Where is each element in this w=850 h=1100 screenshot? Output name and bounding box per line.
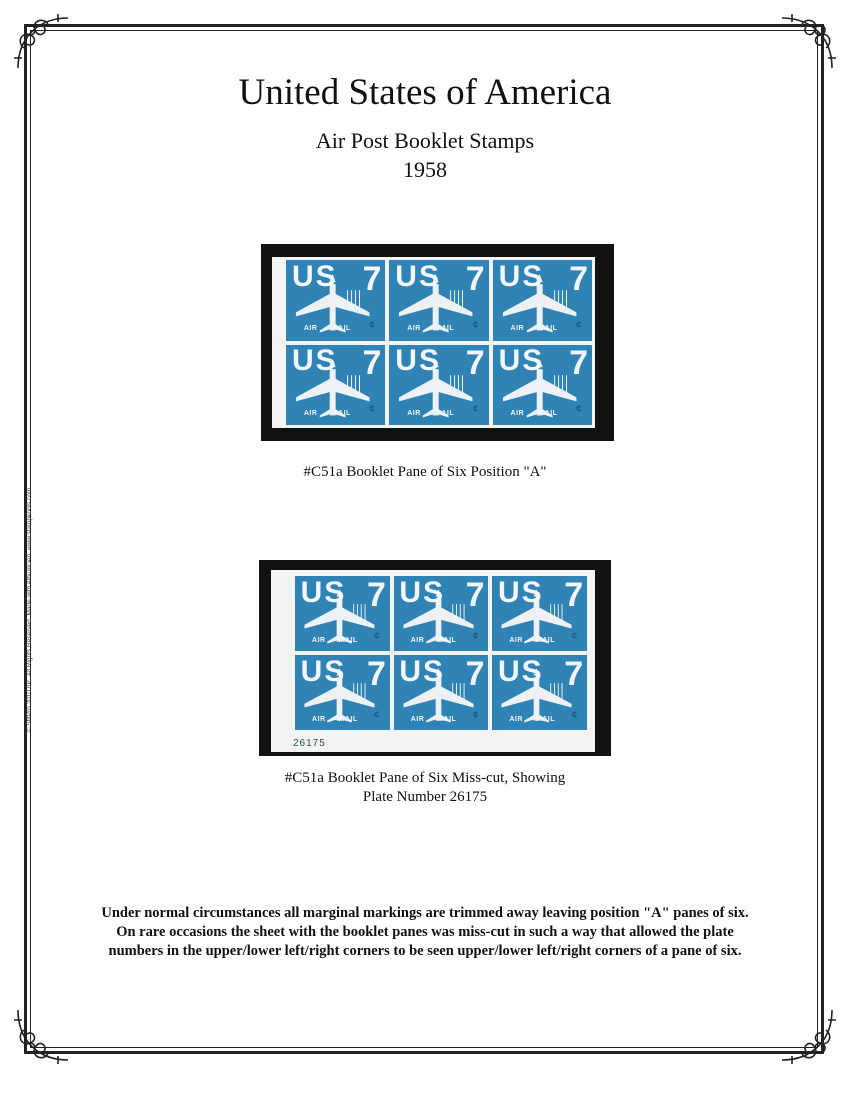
stamp-denomination: 7 — [569, 344, 589, 383]
stamp-denomination: 7 — [465, 260, 485, 298]
stamp-air-text: AIR — [407, 325, 421, 333]
caption-pane-a: #C51a Booklet Pane of Six Position "A" — [303, 464, 547, 480]
stamp — [492, 655, 587, 730]
stamp-cent-sign: ¢ — [369, 404, 376, 416]
stamp-air-text: AIR — [510, 409, 525, 417]
caption-line-1: #C51a Booklet Pane of Six Miss-cut, Showing — [284, 770, 566, 786]
stamp-country: US — [498, 576, 544, 609]
page-subtitle: Air Post Booklet Stamps — [315, 128, 535, 153]
stamp-mail-text: MAIL — [535, 715, 555, 723]
stamp-mail-text: MAIL — [338, 715, 358, 723]
stamp-country: US — [300, 655, 347, 688]
stamp-mail-text: MAIL — [338, 636, 358, 644]
stamp — [295, 655, 390, 730]
stamp-air-text: AIR — [509, 636, 523, 644]
stamp-mail-text: MAIL — [538, 409, 558, 417]
stamp-mail-text: MAIL — [331, 409, 351, 417]
stamp — [394, 655, 489, 730]
stamp — [286, 260, 385, 341]
stamp-country: US — [395, 344, 441, 378]
page-year: 1958 — [403, 157, 447, 182]
stamp-cent-sign: ¢ — [576, 319, 583, 331]
stamp-denomination: 7 — [465, 344, 485, 383]
stamp-mail-text: MAIL — [535, 636, 555, 644]
stamp — [389, 260, 488, 341]
stamp-country: US — [300, 576, 347, 609]
stamp-cent-sign: ¢ — [374, 710, 381, 721]
stamp-air-text: AIR — [407, 409, 421, 417]
stamp-country: US — [498, 655, 544, 688]
stamp-denomination: 7 — [362, 344, 382, 383]
booklet-pane-misscut — [271, 570, 595, 752]
stamp-country: US — [498, 260, 545, 293]
stamp-mail-text: MAIL — [437, 715, 457, 723]
stamp-air-text: AIR — [410, 715, 425, 723]
stamp — [286, 345, 385, 426]
stamp-denomination: 7 — [366, 655, 386, 693]
caption-pane-misscut — [0, 769, 850, 807]
stamp-denomination: 7 — [465, 576, 485, 614]
stamp-cent-sign: ¢ — [571, 631, 578, 642]
caption-line-2: Plate Number 26175 — [362, 789, 488, 805]
stamp-mount-pane-a — [261, 244, 614, 441]
stamp-mail-text: MAIL — [435, 325, 455, 333]
stamp-mail-text: MAIL — [538, 325, 558, 333]
stamp-cent-sign: ¢ — [571, 710, 578, 721]
stamp-cent-sign: ¢ — [472, 710, 479, 721]
stamp-cent-sign: ¢ — [576, 404, 583, 416]
stamp-air-text: AIR — [312, 636, 326, 644]
stamp-cent-sign: ¢ — [472, 319, 479, 331]
scroll-ornament-icon — [8, 1000, 78, 1070]
stamp — [493, 345, 592, 426]
stamp-country: US — [498, 344, 545, 378]
stamp — [295, 576, 390, 651]
stamp-cent-sign: ¢ — [374, 631, 381, 642]
stamp-air-text: AIR — [312, 715, 326, 723]
stamp-country: US — [291, 260, 338, 293]
page-title: United States of America — [238, 72, 612, 113]
stamp-country: US — [399, 576, 446, 609]
stamp — [493, 260, 592, 341]
stamp-cent-sign: ¢ — [472, 404, 479, 416]
stamp-denomination: 7 — [465, 655, 485, 693]
stamp-denomination: 7 — [564, 576, 584, 614]
stamp-denomination: 7 — [362, 260, 382, 298]
stamp — [389, 345, 488, 426]
stamp-country: US — [399, 655, 446, 688]
stamp-mail-text: MAIL — [331, 325, 351, 333]
stamp — [394, 576, 489, 651]
stamp-cent-sign: ¢ — [369, 319, 376, 331]
stamp-mail-text: MAIL — [435, 409, 455, 417]
plate-number: 26175 — [293, 738, 326, 749]
scroll-ornament-icon — [8, 8, 78, 78]
stamp-cent-sign: ¢ — [472, 631, 479, 642]
stamp-denomination: 7 — [569, 260, 589, 298]
stamp-air-text: AIR — [303, 409, 318, 417]
explanatory-note: Under normal circumstances all marginal markings are trimmed away leaving position "A" panes of six. On rare occasions the sheet with the booklet panes was miss-cut in such a way that allowed the plate numbers in the upper/lower left/right corners to be seen upper/lower left/right corners of a pane of six. — [101, 905, 749, 959]
stamp-mount-pane-misscut — [259, 560, 611, 756]
stamp-country: US — [291, 344, 338, 378]
stamp-air-text: AIR — [303, 325, 318, 333]
stamp-air-text: AIR — [509, 715, 523, 723]
stamp-denomination: 7 — [564, 655, 584, 693]
stamp-denomination: 7 — [366, 576, 386, 614]
booklet-pane-a — [272, 257, 595, 428]
stamp-country: US — [395, 260, 441, 293]
scroll-ornament-icon — [772, 8, 842, 78]
copyright-text: © StitPro 2010 Inc. All Rights Reserved. Made with AlbumGen. www.stampkools.com — [26, 487, 33, 733]
stamp-air-text: AIR — [510, 325, 525, 333]
scroll-ornament-icon — [772, 1000, 842, 1070]
stamp — [492, 576, 587, 651]
stamp-mail-text: MAIL — [437, 636, 457, 644]
stamp-air-text: AIR — [410, 636, 425, 644]
